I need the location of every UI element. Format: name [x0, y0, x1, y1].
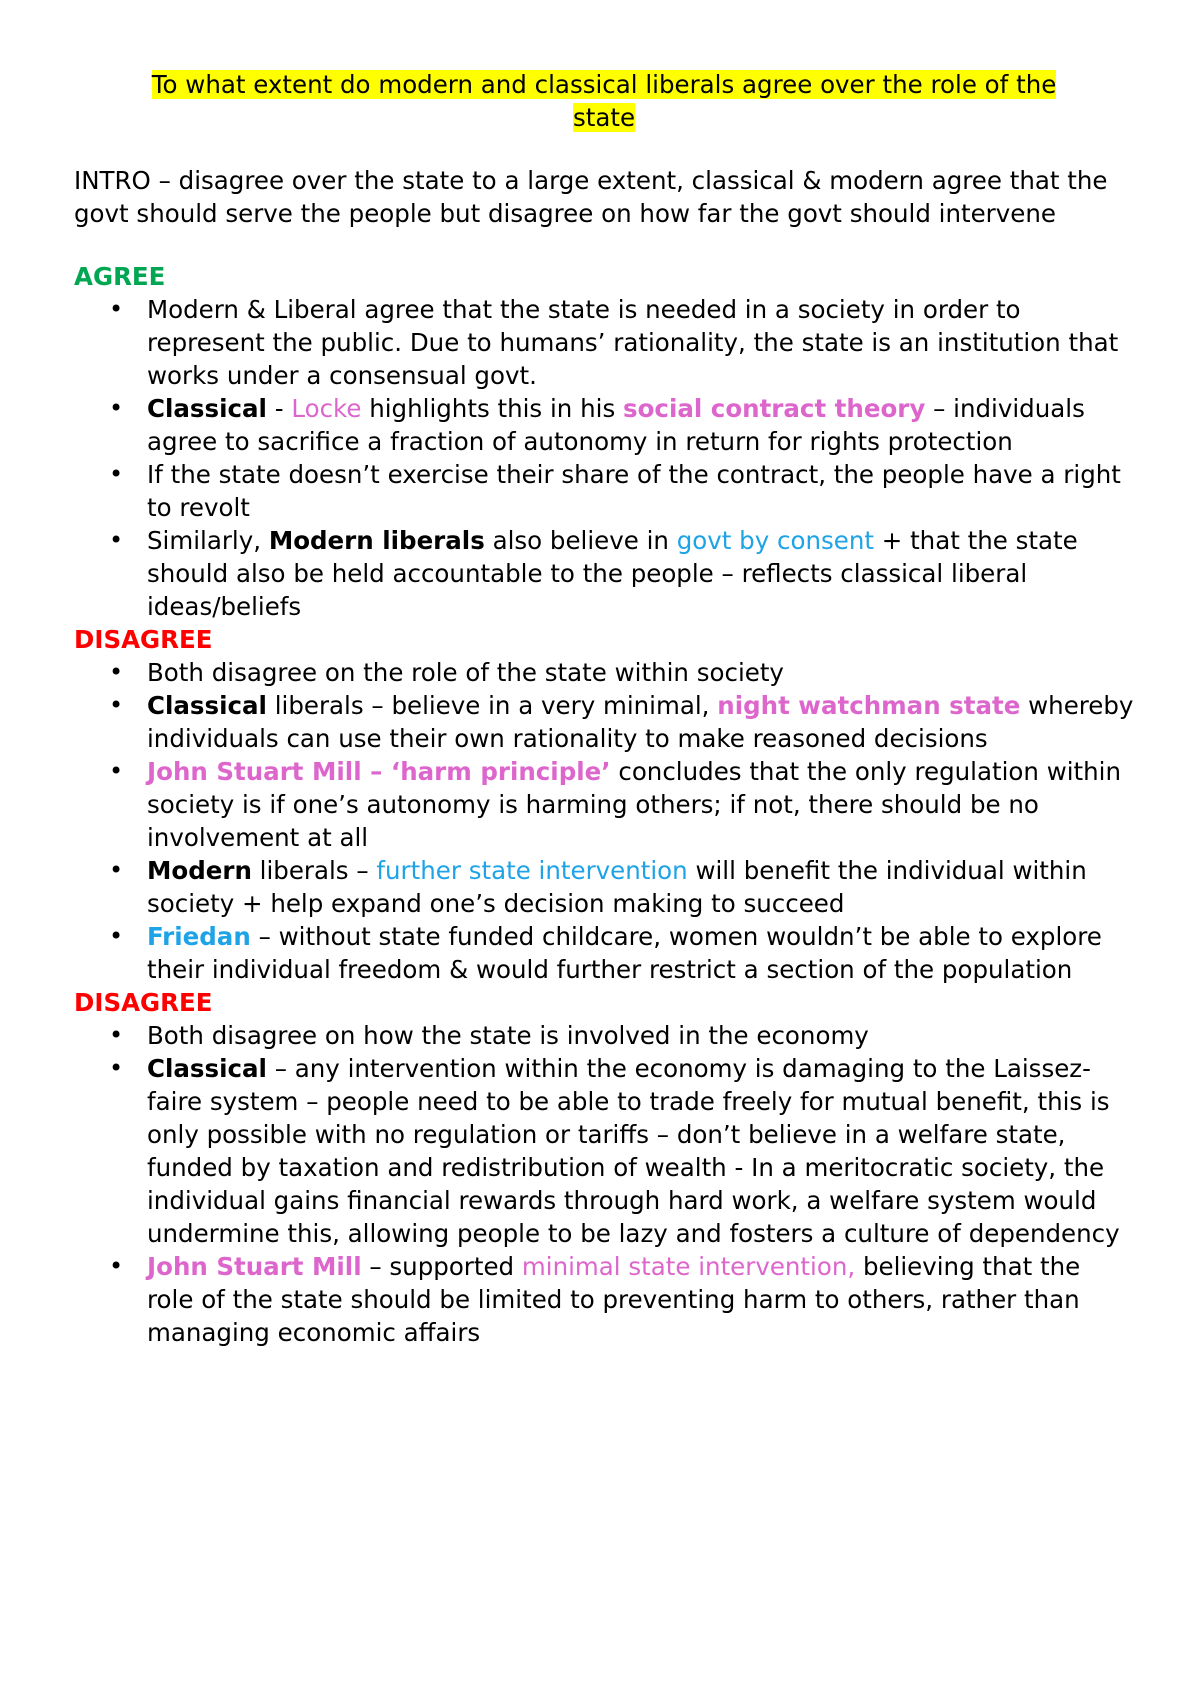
- disagree-heading-2: DISAGREE: [74, 988, 213, 1017]
- document-title: [74, 68, 1134, 134]
- disagree-heading-1: DISAGREE: [74, 625, 213, 654]
- list-item: • Both disagree on how the state is involved in the economy: [147, 1019, 1134, 1052]
- title-line-2: state: [572, 103, 636, 132]
- list-item: • Friedan – without state funded childcare, women wouldn’t be able to explore their individual freedom & would further restrict a section of the population: [147, 920, 1134, 986]
- agree-heading: AGREE: [74, 262, 166, 291]
- list-item: • Similarly, Modern liberals also believe in govt by consent + that the state should also be held accountable to the people – reflects classical liberal ideas/beliefs: [147, 524, 1134, 623]
- title-line-1: To what extent do modern and classical liberals agree over the role of the: [151, 70, 1057, 99]
- list-item: • Both disagree on the role of the state within society: [147, 656, 1134, 689]
- disagree-list-2: [74, 1019, 1134, 1349]
- list-item: • Classical - Locke highlights this in his social contract theory – individuals agree to sacrifice a fraction of autonomy in return for rights protection: [147, 392, 1134, 458]
- list-item: • Modern liberals – further state intervention will benefit the individual within society + help expand one’s decision making to succeed: [147, 854, 1134, 920]
- intro-paragraph: INTRO – disagree over the state to a large extent, classical & modern agree that the govt should serve the people but disagree on how far the govt should intervene: [74, 166, 1108, 228]
- list-item: • John Stuart Mill – supported minimal state intervention, believing that the role of the state should be limited to preventing harm to others, rather than managing economic affairs: [147, 1250, 1134, 1349]
- document-page: [74, 68, 1134, 1349]
- list-item: • John Stuart Mill – ‘harm principle’ concludes that the only regulation within society is if one’s autonomy is harming others; if not, there should be no involvement at all: [147, 755, 1134, 854]
- list-item: • If the state doesn’t exercise their share of the contract, the people have a right to revolt: [147, 458, 1134, 524]
- list-item: • Modern & Liberal agree that the state is needed in a society in order to represent the public. Due to humans’ rationality, the state is an institution that works under a consensual govt.: [147, 293, 1134, 392]
- list-item: • Classical – any intervention within the economy is damaging to the Laissez-faire system – people need to be able to trade freely for mutual benefit, this is only possible with no regulation or tariffs – don’t believe in a welfare state, funded by taxation and redistribution of wealth - In a meritocratic society, the individual gains financial rewards through hard work, a welfare system would undermine this, allowing people to be lazy and fosters a culture of dependency: [147, 1052, 1134, 1250]
- list-item: • Classical liberals – believe in a very minimal, night watchman state whereby individuals can use their own rationality to make reasoned decisions: [147, 689, 1134, 755]
- disagree-list-1: [74, 656, 1134, 986]
- agree-list: [74, 293, 1134, 623]
